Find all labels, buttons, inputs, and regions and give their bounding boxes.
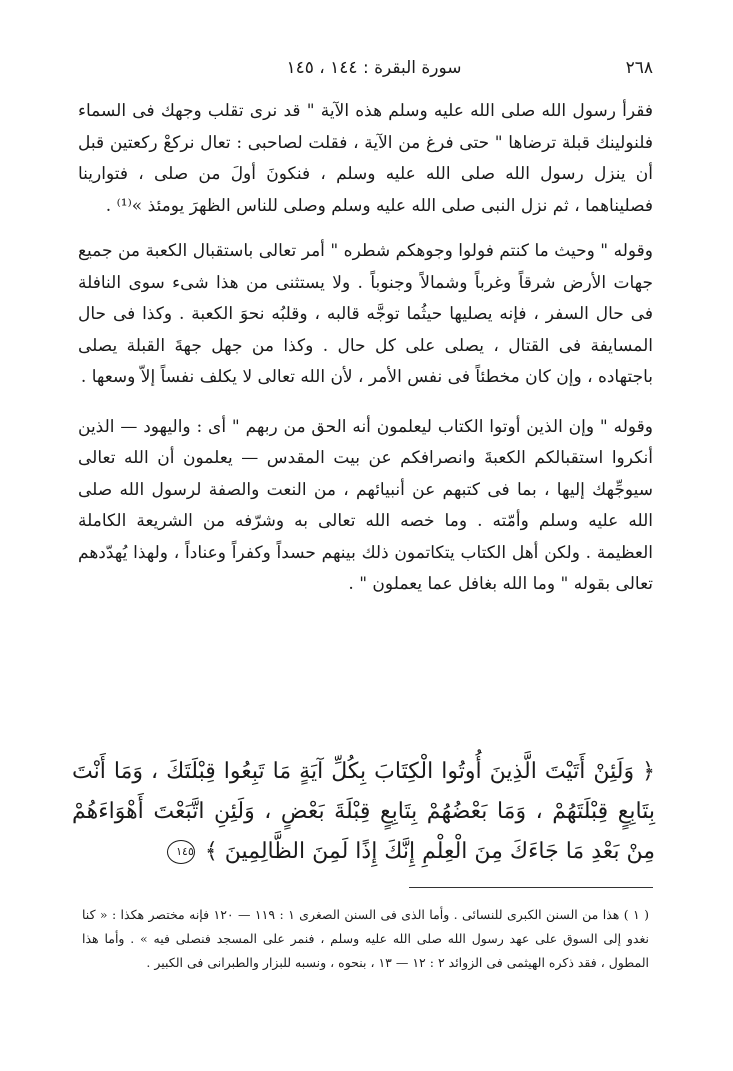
- quran-verse: [72, 752, 655, 872]
- footnote: ( ١ ) هذا من السنن الكبرى للنسائى . وأما الذى فى السنن الصغرى ١ : ١١٩ — ١٢٠ فإنه مختصر هكذا : « كنا نغدو إلى السوق على عهد رسول الله صلى الله عليه وسلم ، فنمر على المسجد فنصلى فيه » . وأما هذا المطول ، فقد ذكره الهيثمى فى الزوائد ٢ : ١٢ — ١٣ ، بنحوه ، ونسبه للبزار والطبرانى فى الكبير .: [82, 907, 649, 970]
- paragraph-people-of-book: وقوله " وإن الذين أوتوا الكتاب ليعلمون أنه الحق من ربهم " أى : واليهود — الذين أنكروا استقبالكم الكعبةَ وانصرافكم عن بيت المقدس — يعلمون أن الله تعالى سيوجِّهك إليها ، بما فى كتبهم عن أنبيائهم ، من النعت والصفة لرسول الله صلى الله عليه وسلم وأمّته . وما خصه الله تعالى به وشرّفه من الشريعة الكاملة العظيمة . ولكن أهل الكتاب يتكاتمون ذلك بينهم حسداً وكفراً وعناداً ، ولهذا يُهدّدهم تعالى بقوله " وما الله بغافل عما يعملون " .: [78, 416, 653, 594]
- page-header: [95, 58, 653, 86]
- paragraph-hadith-continuation: فقرأ رسول الله صلى الله عليه وسلم هذه الآية " قد نرى تقلب وجهك فى السماء فلنولينك قبلة ترضاها " حتى فرغ من الآية ، فقلت لصاحبى : تعال نركعْ ركعتين قبل أن ينزل رسول الله صلى الله عليه وسلم ، فنكونَ أولَ من صلى ، فتوارينا فصليناهما ، ثم نزل النبى صلى الله عليه وسلم وصلى للناس الظهرَ يومئذ »⁽¹⁾ .: [78, 101, 653, 216]
- running-title: سورة البقرة : ١٤٤ ، ١٤٥: [286, 58, 462, 78]
- verse-text: وَلَئِنْ أَتَيْتَ الَّذِينَ أُوتُوا الْكِتَابَ بِكُلِّ آيَةٍ مَا تَبِعُوا قِبْلَتَكَ ، وَمَا أَنْتَ بِتَابِعٍ قِبْلَتَهُمْ ، وَمَا بَعْضُهُمْ بِتَابِعٍ قِبْلَةَ بَعْضٍ ، وَلَئِنِ اتَّبَعْتَ أَهْوَاءَهُمْ مِنْ بَعْدِ مَا جَاءَكَ مِنَ الْعِلْمِ إِنَّكَ إِذًا لَمِنَ الظَّالِمِينَ: [72, 759, 655, 864]
- page-number: ٢٦٨: [625, 58, 653, 78]
- paragraph-qibla-ruling: وقوله " وحيث ما كنتم فولوا وجوهكم شطره " أمر تعالى باستقبال الكعبة من جميع جهات الأرض شرقاً وغرباً وشمالاً وجنوباً . ولا يستثنى من هذا شىء سوى النافلة فى حال السفر ، فإنه يصليها حيثُما توجَّه قالبه ، وقلبُه نحوَ الكعبة . وكذا فى حال المسايفة فى القتال ، يصلى على كل حال . وكذا من جهل جهةَ القبلة يصلى باجتهاده ، وإن كان مخطئاً فى نفس الأمر ، لأن الله تعالى لا يكلف نفساً إلاّ وسعها .: [78, 241, 653, 387]
- verse-open-bracket: ﴿: [642, 759, 655, 784]
- verse-number-marker: ١٤٥: [167, 840, 195, 864]
- footnote-divider: [409, 887, 653, 888]
- main-text: [78, 96, 653, 601]
- verse-close-bracket: ﴾: [204, 839, 218, 864]
